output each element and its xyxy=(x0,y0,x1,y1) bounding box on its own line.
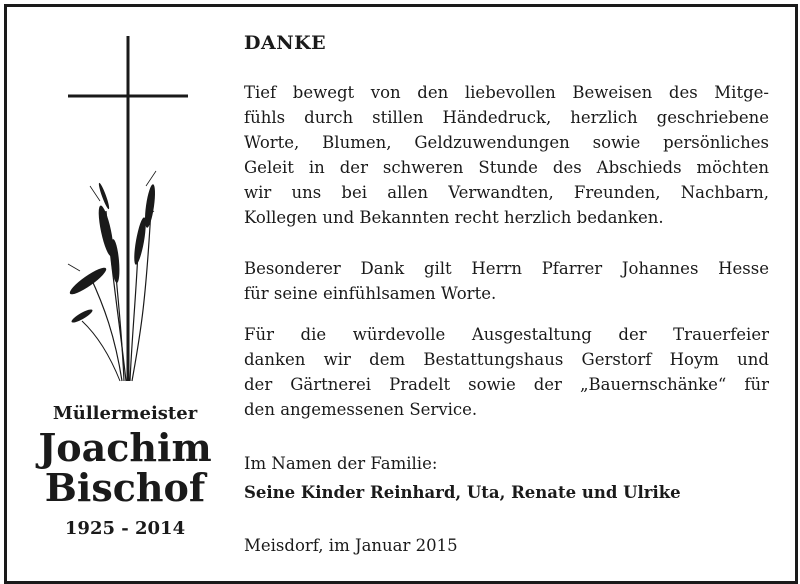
pastor-paragraph xyxy=(244,256,769,306)
deceased-last-name: Bischof xyxy=(44,465,206,510)
deceased-title: Müllermeister xyxy=(52,403,198,424)
notice-heading: DANKE xyxy=(244,32,327,54)
text-line: danken wir dem Bestattungshaus Gerstorf Hoym und xyxy=(244,350,769,369)
cross-with-wheat-icon xyxy=(60,36,200,386)
thanks-paragraph xyxy=(244,80,769,230)
deceased-years: 1925 - 2014 xyxy=(64,518,186,539)
text-line: wir uns bei allen Verwandten, Freunden, Nachbarn, xyxy=(244,183,769,202)
deceased-first-name: Joachim xyxy=(38,425,212,470)
text-line: Worte, Blumen, Geldzuwendungen sowie persönliches xyxy=(244,133,769,152)
text-line: Kollegen und Bekannten recht herzlich bedanken. xyxy=(244,208,664,227)
service-paragraph xyxy=(244,322,769,422)
signature-label: Im Namen der Familie: xyxy=(244,454,438,473)
text-line: der Gärtnerei Pradelt sowie der „Bauernschänke“ für xyxy=(244,375,769,394)
text-line: für seine einfühlsamen Worte. xyxy=(244,284,497,303)
text-line: Für die würdevolle Ausgestaltung der Trauerfeier xyxy=(244,325,769,344)
signature-names: Seine Kinder Reinhard, Uta, Renate und Ulrike xyxy=(244,483,681,502)
text-line: Geleit in der schweren Stunde des Abschieds möchten xyxy=(244,158,769,177)
text-line: Besonderer Dank gilt Herrn Pfarrer Johannes Hesse xyxy=(244,259,769,278)
place-date: Meisdorf, im Januar 2015 xyxy=(244,536,458,555)
text-line: fühls durch stillen Händedruck, herzlich geschriebene xyxy=(244,108,769,127)
text-line: den angemessenen Service. xyxy=(244,400,478,419)
text-line: Tief bewegt von den liebevollen Beweisen des Mitge- xyxy=(244,83,769,102)
